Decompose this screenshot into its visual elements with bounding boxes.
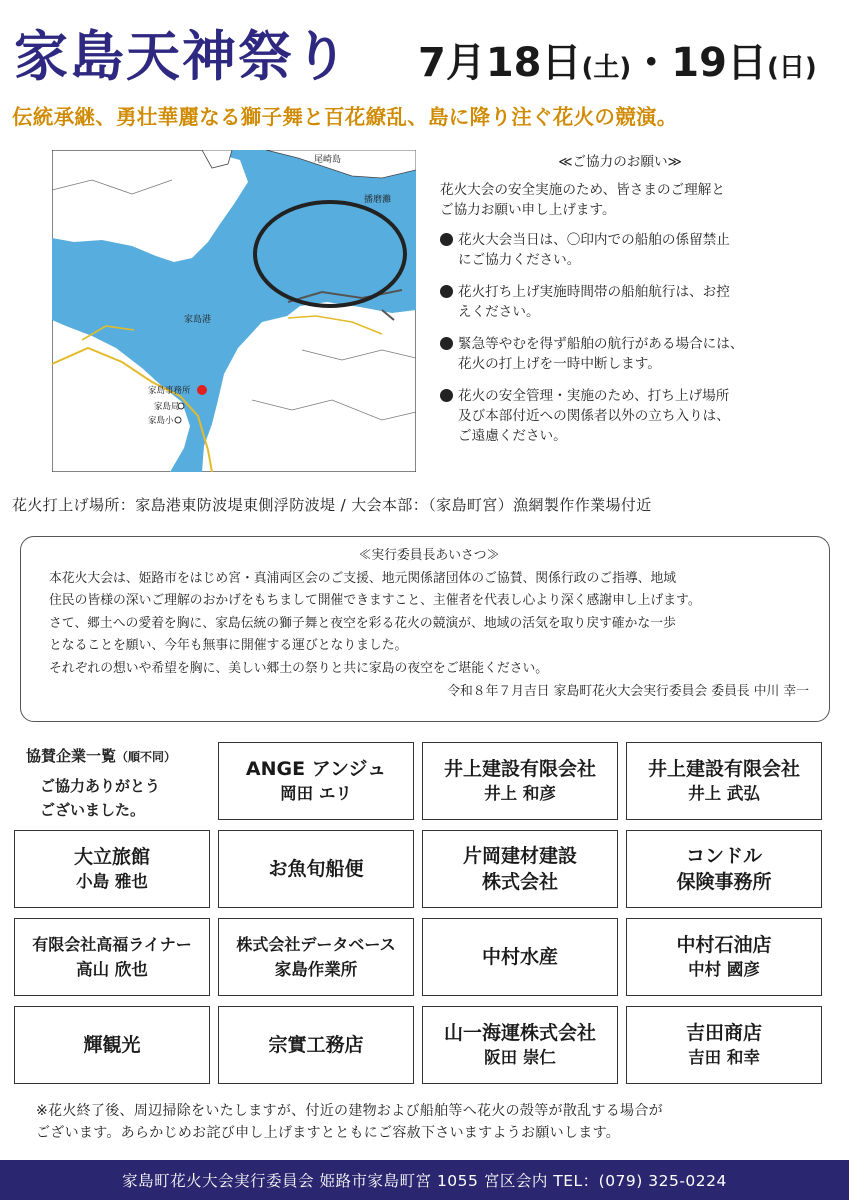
sponsor-box — [218, 1006, 414, 1084]
label-ozaki: 尾崎島 — [314, 155, 342, 165]
date-separator: ・ — [631, 40, 672, 86]
sponsor-name: 輝観光 — [83, 1034, 141, 1056]
bullet-icon — [440, 285, 453, 298]
footer-contact: 家島町花火大会実行委員会 姫路市家島町宮 1055 宮区会内 TEL：(079) 325-0224 — [0, 1160, 849, 1200]
weekday2: (日) — [766, 53, 817, 83]
notice-line: 花火打ち上げ実施時間帯の船舶航行は、お控 — [458, 284, 730, 300]
bullet-icon — [440, 389, 453, 402]
sponsor-name: 山一海運株式会社 — [443, 1022, 596, 1044]
cooperation-notice — [440, 152, 840, 458]
sponsor-box — [626, 1006, 822, 1084]
sponsor-box — [422, 830, 618, 908]
greeting-title: ≪実行委員長あいさつ≫ — [358, 548, 500, 563]
sponsor-name: コンドル — [685, 845, 762, 867]
sponsor-person: 阪田 崇仁 — [484, 1048, 556, 1067]
notice-line: 花火の打上げを一時中断します。 — [458, 356, 661, 372]
sponsor-name: 井上建設有限会社 — [647, 758, 800, 780]
footnote-line: ※花火終了後、周辺掃除をいたしますが、付近の建物および船舶等へ花火の殻等が散乱する場合が — [36, 1103, 663, 1119]
notice-line: 及び本部付近への関係者以外の立ち入りは、 — [458, 408, 730, 424]
label-port: 家島港 — [184, 315, 212, 325]
notice-item — [440, 386, 840, 446]
sponsor-name: 井上建設有限会社 — [443, 758, 596, 780]
sponsor-name: 大立旅館 — [73, 846, 150, 868]
date-day1: 7月18日 — [418, 40, 582, 86]
launch-location: 花火打上げ場所：家島港東防波堤東側浮防波堤 / 大会本部：（家島町宮）漁網製作作業場付近 — [12, 496, 652, 514]
sponsor-name: ANGE アンジュ — [245, 758, 387, 780]
sponsor-person: 井上 武弘 — [688, 784, 760, 803]
notice-intro-line: 花火大会の安全実施のため、皆さまのご理解と — [440, 182, 725, 198]
sponsor-box — [14, 830, 210, 908]
sponsor-box — [626, 830, 822, 908]
sponsor-name: 株式会社データベース — [236, 935, 396, 954]
sponsor-box — [626, 918, 822, 996]
sponsor-name-line2: 株式会社 — [481, 871, 558, 893]
subtitle: 伝統承継、勇壮華麗なる獅子舞と百花繚乱、島に降り注ぐ花火の競演。 — [12, 105, 678, 129]
sponsor-person: 高山 欣也 — [76, 960, 148, 979]
sponsor-name: 中村水産 — [481, 946, 558, 968]
greeting-line: 住民の皆様の深いご理解のおかげをもちまして開催できますこと、主催者を代表し心より深く感謝申し上げます。 — [49, 593, 701, 609]
sponsor-thanks — [40, 774, 220, 822]
sponsor-person: 小島 雅也 — [76, 872, 148, 891]
label-school: 家島小 — [148, 416, 174, 426]
sponsor-box — [422, 1006, 618, 1084]
harbor-map — [52, 150, 416, 472]
label-office: 家島事務所 — [148, 386, 191, 396]
sponsor-person: 吉田 和幸 — [688, 1048, 760, 1067]
bullet-icon — [440, 337, 453, 350]
sponsor-name-line2: 保険事務所 — [676, 871, 772, 893]
date-day2: 19日 — [671, 40, 767, 86]
notice-line: にご協力ください。 — [458, 252, 581, 268]
sponsor-person: 中村 國彦 — [688, 960, 760, 979]
notice-line: ご遠慮ください。 — [458, 428, 567, 444]
notice-line: 緊急等やむを得ず船舶の航行がある場合には、 — [458, 336, 744, 352]
notice-item — [440, 334, 840, 374]
sponsor-person: 岡田 エリ — [280, 784, 352, 803]
chairman-greeting — [20, 536, 830, 722]
notice-line: 花火の安全管理・実施のため、打ち上げ場所 — [458, 388, 730, 404]
sponsor-person: 家島作業所 — [274, 960, 358, 979]
sponsor-box — [14, 1006, 210, 1084]
notice-line: 花火大会当日は、〇印内での船舶の係留禁止 — [458, 232, 730, 248]
sponsor-box — [422, 742, 618, 820]
sponsor-name: お魚旬船便 — [268, 858, 364, 880]
notice-item — [440, 282, 840, 322]
sponsor-name: 片岡建材建設 — [462, 845, 577, 867]
notice-line: えください。 — [458, 304, 540, 320]
sponsor-heading-text: 協賛企業一覧 — [26, 747, 117, 765]
greeting-line: それぞれの想いや希望を胸に、美しい郷土の祭りと共に家島の夜空をご堪能ください。 — [49, 660, 549, 676]
office-marker-icon — [197, 385, 207, 395]
notice-intro — [440, 180, 840, 220]
sponsor-name: 有限会社高福ライナー — [32, 935, 192, 954]
sponsor-name: 宗實工務店 — [268, 1034, 364, 1056]
label-post: 家島局 — [154, 402, 180, 412]
event-date — [418, 36, 817, 95]
sponsor-box — [422, 918, 618, 996]
greeting-signature: 令和８年７月吉日 家島町花火大会実行委員会 委員長 中川 幸一 — [447, 683, 809, 699]
notice-title: ≪ご協力のお願い≫ — [558, 154, 682, 170]
sponsor-name: 中村石油店 — [676, 934, 772, 956]
footnote-line: ございます。あらかじめお詫び申し上げますとともにご容赦下さいますようお願いします。 — [36, 1125, 621, 1141]
sponsor-heading — [26, 744, 216, 769]
sponsor-person: 井上 和彦 — [484, 784, 556, 803]
notice-intro-line: ご協力お願い申し上げます。 — [440, 202, 616, 218]
greeting-line: 本花火大会は、姫路市をはじめ宮・真浦両区会のご支援、地元関係諸団体のご協賛、関係行政のご指導、地域 — [49, 570, 677, 586]
sponsor-name: 吉田商店 — [685, 1022, 762, 1044]
thanks-line: ご協力ありがとう — [40, 777, 161, 795]
footnote — [36, 1100, 826, 1144]
sponsor-box — [14, 918, 210, 996]
header — [14, 22, 834, 94]
page-title: 家島天神祭り — [14, 24, 350, 88]
weekday1: (土) — [581, 53, 632, 83]
greeting-line: さて、郷土への愛着を胸に、家島伝統の獅子舞と夜空を彩る花火の競演が、地域の活気を取り戻す確かな一歩 — [49, 615, 676, 631]
sponsor-box — [626, 742, 822, 820]
sponsor-box — [218, 742, 414, 820]
sponsor-heading-note: （順不同） — [116, 750, 177, 764]
sponsor-box — [218, 918, 414, 996]
bullet-icon — [440, 233, 453, 246]
notice-item — [440, 230, 840, 270]
greeting-line: となることを願い、今年も無事に開催する運びとなりました。 — [49, 638, 408, 654]
sponsor-box — [218, 830, 414, 908]
thanks-line: ございました。 — [40, 801, 146, 819]
label-harima: 播磨灘 — [364, 195, 392, 205]
